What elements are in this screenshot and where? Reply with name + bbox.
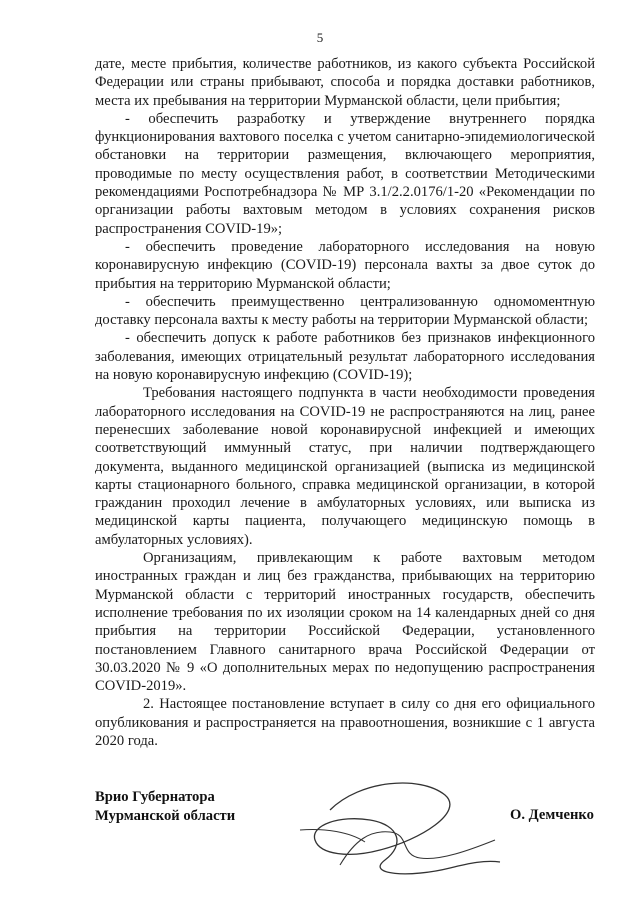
document-body bbox=[95, 55, 595, 750]
signatory-name: О. Демченко bbox=[510, 807, 594, 823]
page-number: 5 bbox=[316, 30, 324, 45]
paragraph-delivery: - обеспечить преимущественно централизованную одномоментную доставку персонала вахты к месту работы на территории Мурманской области; bbox=[95, 293, 595, 329]
signatory-position-line2: Мурманской области bbox=[95, 807, 236, 824]
paragraph-effective-date: 2. Настоящее постановление вступает в силу со дня его официального опубликования и распространяется на правоотношения, возникшие с 1 августа 2020 года. bbox=[95, 696, 595, 749]
paragraph-internal-procedure: - обеспечить разработку и утверждение внутреннего порядка функционирования вахтового поселка с учетом санитарно-эпидемиологической обстановки на территории размещения, включающего мероприятия, проводимые по месту осуществления работ, в соответствии Методическими рекомендациями Роспотребнадзора № МР 3.1/2.2.0176/1-20 «Рекомендации по организации работы вахтовым методом в условиях сохранения рисков распространения COVID-19»; bbox=[95, 110, 595, 237]
paragraph-lab-testing: - обеспечить проведение лабораторного исследования на новую коронавирусную инфекцию (COVID-19) персонала вахты за двое суток до прибытия на территорию Мурманской области; bbox=[95, 238, 595, 292]
signatory-position bbox=[95, 788, 235, 825]
paragraph-continuation: дате, месте прибытия, количестве работников, из какого субъекта Российской Федерации или страны прибывают, способа и порядка доставки работников, места их пребывания на территории Мурманской области, цели прибытия; bbox=[95, 56, 595, 109]
paragraph-exceptions: Требования настоящего подпункта в части необходимости проведения лабораторного исследования на COVID-19 не распространяются на лиц, ранее перенесших заболевание новой коронавирусной инфекцией и имеющих соответствующий иммунный статус, при наличии подтверждающего документа, выданного медицинской организацией (выписка из медицинской карты стационарного больного, справка медицинской организации, в которой гражданин проходил лечение в амбулаторных условиях, или выписка из медицинской карты пациента, получающего медицинскую помощь в амбулаторных условиях). bbox=[95, 385, 595, 548]
paragraph-foreign-workers: Организациям, привлекающим к работе вахтовым методом иностранных граждан и лиц без гражданства, прибывающих на территорию Мурманской области с территорий иностранных государств, обеспечить исполнение требования по их изоляции сроком на 14 календарных дней со дня прибытия на территории Российской Федерации, установленного постановлением Главного санитарного врача Российской Федерации от 30.03.2020 № 9 «О дополнительных мерах по недопущению распространения COVID-2019». bbox=[95, 550, 595, 695]
handwritten-signature bbox=[270, 770, 510, 885]
paragraph-admission: - обеспечить допуск к работе работников без признаков инфекционного заболевания, имеющих отрицательный результат лабораторного исследования на новую коронавирусную инфекцию (COVID-19); bbox=[95, 330, 595, 384]
signatory-position-line1: Врио Губернатора bbox=[95, 789, 215, 805]
